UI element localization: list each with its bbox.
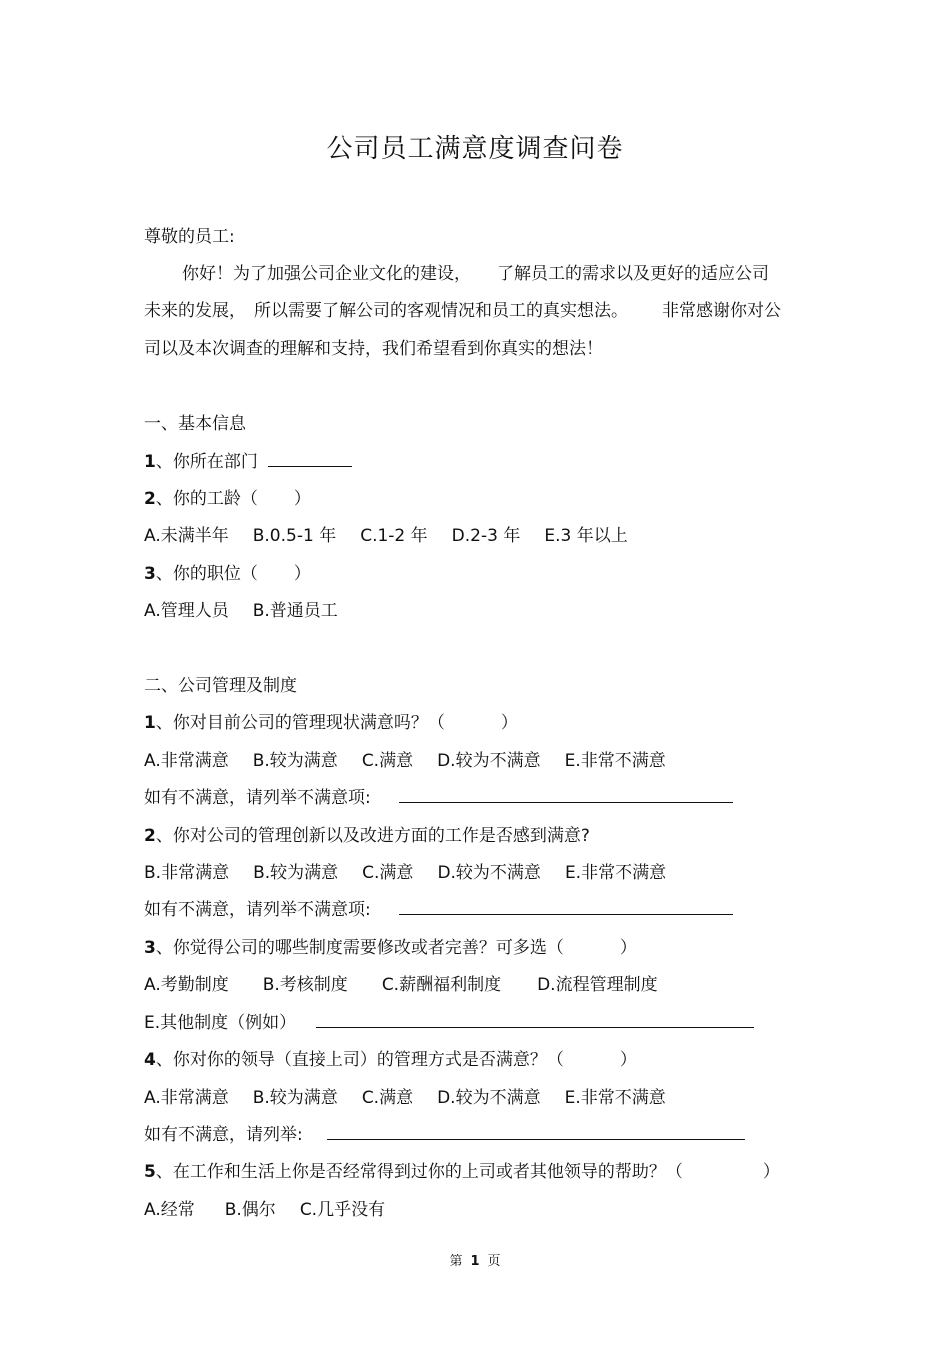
option[interactable]: A.非常满意 — [144, 751, 229, 771]
intro-text: 了解员工的需求以及更好的适应公司 — [497, 264, 769, 284]
intro-text: 你好！为了加强公司企业文化的建设， — [182, 264, 471, 284]
followup-supervisor — [144, 1123, 745, 1147]
option[interactable]: D.较为不满意 — [437, 863, 541, 883]
bracket-close: ） — [293, 489, 311, 509]
question-text: 、在工作和生活上你是否经常得到过你的上司或者其他领导的帮助？（ — [155, 1162, 683, 1182]
option[interactable]: C.薪酬福利制度 — [381, 975, 502, 995]
option[interactable]: C.几乎没有 — [299, 1200, 386, 1220]
intro-text: 所以需要了解公司的客观情况和员工的真实想法。 — [254, 301, 628, 321]
answer-blank[interactable] — [316, 1011, 754, 1028]
option[interactable]: C.满意 — [361, 1088, 414, 1108]
question-number: 4 — [144, 1050, 156, 1070]
option[interactable]: D.流程管理制度 — [537, 975, 658, 995]
section-heading-basic-info: 一、基本信息 — [144, 414, 246, 434]
option[interactable]: B.较为满意 — [253, 863, 339, 883]
footer-text: 第 — [449, 1254, 463, 1269]
question-number: 3 — [144, 564, 156, 584]
question-text: 、你对公司的管理创新以及改进方面的工作是否感到满意? — [155, 826, 590, 846]
answer-blank[interactable] — [327, 1123, 745, 1140]
question-number: 3 — [144, 938, 156, 958]
question-help — [144, 1160, 780, 1184]
question-text: 、你对目前公司的管理现状满意吗？（ — [155, 713, 445, 733]
options-tenure — [144, 524, 652, 548]
question-number: 2 — [144, 826, 156, 846]
intro-text: 非常感谢你对公 — [662, 301, 781, 321]
option[interactable]: E.其他制度（例如） — [144, 1013, 297, 1033]
answer-blank[interactable] — [268, 450, 352, 467]
bracket-close: ） — [619, 1050, 637, 1070]
question-text: 、你觉得公司的哪些制度需要修改或者完善？可多选（ — [155, 938, 564, 958]
answer-blank[interactable] — [399, 898, 733, 915]
intro-text: 未来的发展， — [144, 301, 246, 321]
question-management-innovation — [144, 824, 590, 848]
question-tenure — [144, 487, 311, 511]
option[interactable]: E.3 年以上 — [544, 526, 628, 546]
followup-management-status — [144, 786, 733, 810]
option[interactable]: B.非常满意 — [144, 863, 230, 883]
section-heading-management: 二、公司管理及制度 — [144, 676, 297, 696]
options-policies — [144, 973, 682, 997]
option[interactable]: B.偶尔 — [224, 1200, 276, 1220]
option[interactable]: D.较为不满意 — [437, 1088, 541, 1108]
followup-text: 如有不满意，请列举不满意项: — [144, 900, 371, 920]
options-management-status — [144, 749, 690, 773]
option[interactable]: D.较为不满意 — [437, 751, 541, 771]
option[interactable]: C.1-2 年 — [360, 526, 428, 546]
page-title: 公司员工满意度调查问卷 — [326, 134, 624, 164]
option[interactable]: B.普通员工 — [252, 601, 338, 621]
question-number: 5 — [144, 1162, 156, 1182]
option[interactable]: E.非常不满意 — [564, 751, 666, 771]
bracket-close: ） — [619, 938, 637, 958]
page-number: 1 — [470, 1254, 480, 1269]
option[interactable]: A.管理人员 — [144, 601, 229, 621]
other-policies — [144, 1011, 754, 1035]
question-management-status — [144, 711, 518, 735]
question-text: 、你对你的领导（直接上司）的管理方式是否满意？（ — [155, 1050, 564, 1070]
bracket-close: ） — [500, 713, 518, 733]
footer-text: 页 — [487, 1254, 501, 1269]
option[interactable]: E.非常不满意 — [564, 863, 667, 883]
question-supervisor — [144, 1048, 637, 1072]
option[interactable]: A.经常 — [144, 1200, 195, 1220]
bracket-close: ） — [293, 564, 311, 584]
question-department — [144, 450, 352, 474]
options-help — [144, 1198, 409, 1222]
intro-line-2 — [144, 299, 781, 323]
followup-management-innovation — [144, 898, 733, 922]
followup-text: 如有不满意，请列举: — [144, 1125, 303, 1145]
intro-line-3: 司以及本次调查的理解和支持，我们希望看到你真实的想法！ — [144, 339, 603, 359]
question-policies — [144, 936, 637, 960]
option[interactable]: A.非常满意 — [144, 1088, 229, 1108]
options-position — [144, 599, 362, 623]
question-number: 2 — [144, 489, 156, 509]
question-text: 、你的工龄（ — [155, 489, 258, 509]
option[interactable]: A.未满半年 — [144, 526, 229, 546]
options-supervisor — [144, 1086, 690, 1110]
salutation: 尊敬的员工: — [144, 227, 235, 247]
option[interactable]: C.满意 — [362, 863, 414, 883]
question-number: 1 — [144, 452, 156, 472]
option[interactable]: B.0.5-1 年 — [252, 526, 337, 546]
bracket-close: ） — [762, 1162, 780, 1182]
options-management-innovation — [144, 861, 690, 885]
option[interactable]: D.2-3 年 — [451, 526, 521, 546]
question-text: 、你所在部门 — [155, 452, 258, 472]
option[interactable]: B.考核制度 — [262, 975, 348, 995]
page-footer — [0, 1250, 950, 1269]
intro-line-1 — [182, 262, 769, 286]
option[interactable]: B.较为满意 — [252, 751, 338, 771]
option[interactable]: C.满意 — [361, 751, 414, 771]
question-position — [144, 562, 311, 586]
option[interactable]: A.考勤制度 — [144, 975, 229, 995]
option[interactable]: B.较为满意 — [252, 1088, 338, 1108]
question-number: 1 — [144, 713, 156, 733]
answer-blank[interactable] — [399, 786, 733, 803]
followup-text: 如有不满意，请列举不满意项: — [144, 788, 371, 808]
question-text: 、你的职位（ — [155, 564, 258, 584]
option[interactable]: E.非常不满意 — [564, 1088, 666, 1108]
